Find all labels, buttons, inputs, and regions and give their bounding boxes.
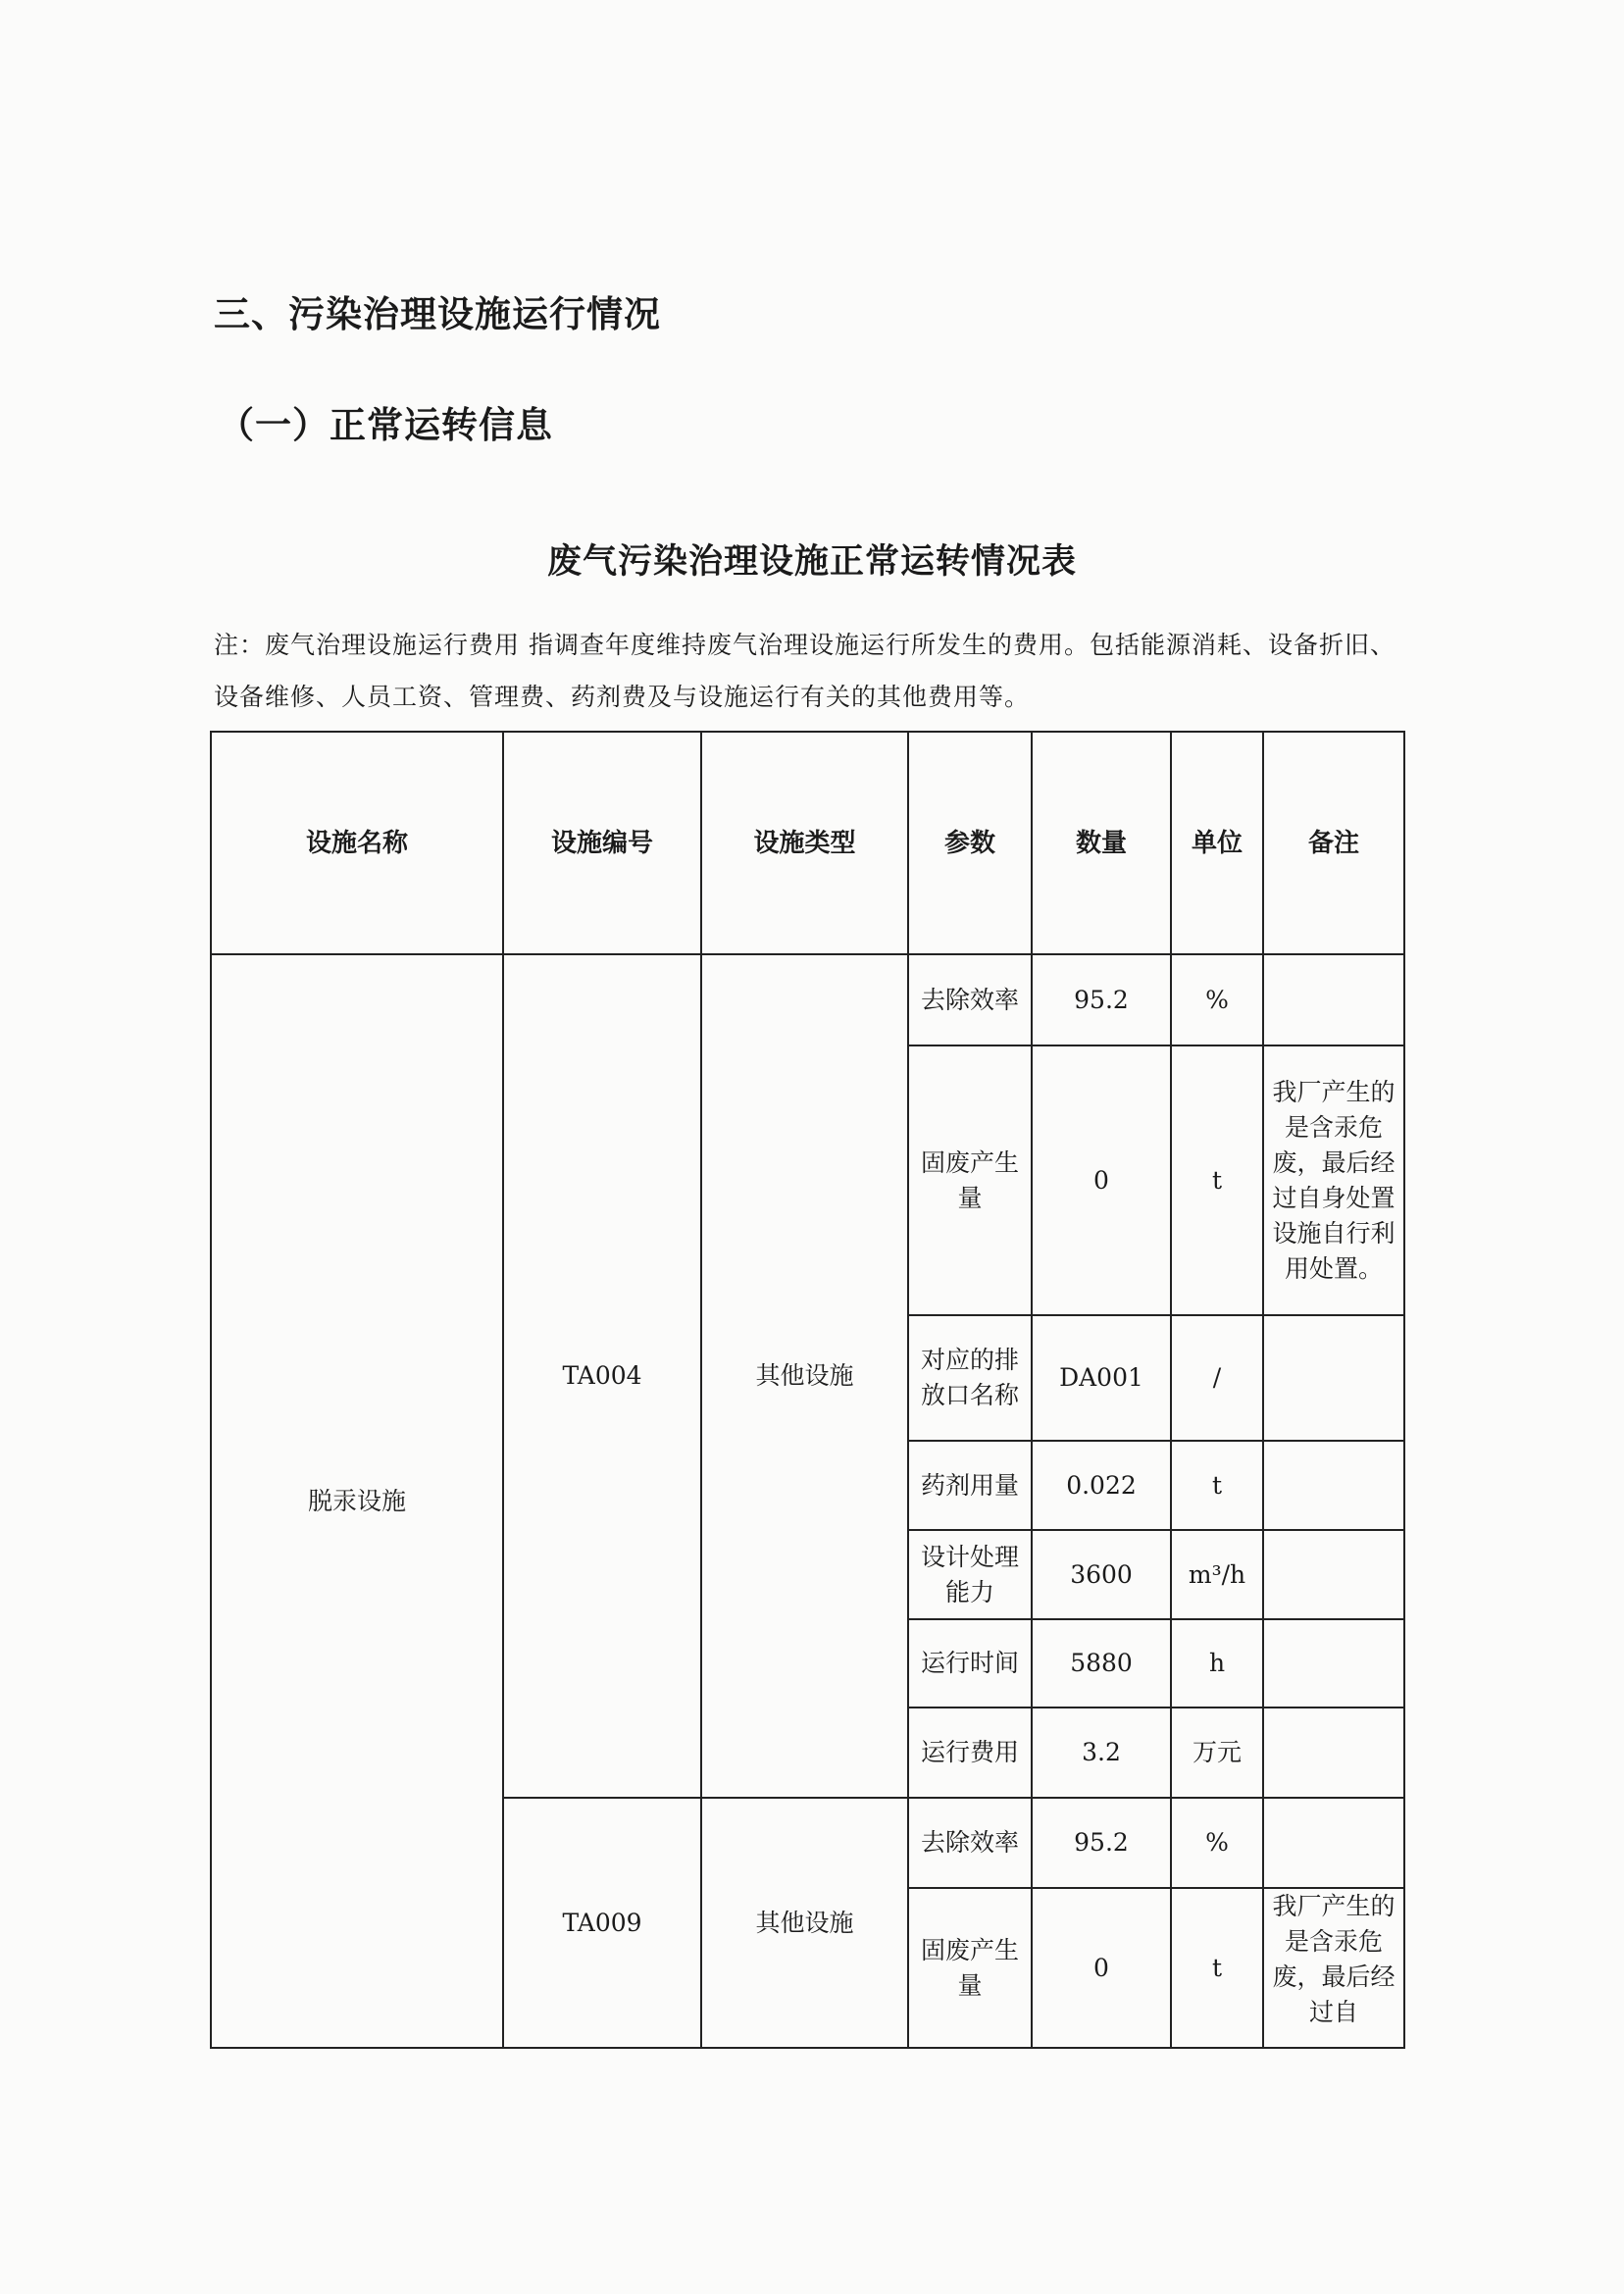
unit-cell: %	[1171, 1798, 1263, 1888]
col-header-unit: 单位	[1171, 732, 1263, 954]
qty-cell: 0.022	[1032, 1441, 1171, 1530]
unit-cell: t	[1171, 1045, 1263, 1315]
unit-cell: m³/h	[1171, 1530, 1263, 1619]
qty-cell: 95.2	[1032, 1798, 1171, 1888]
param-cell: 运行费用	[908, 1708, 1032, 1798]
unit-cell: h	[1171, 1619, 1263, 1708]
unit-cell: 万元	[1171, 1708, 1263, 1798]
param-cell: 去除效率	[908, 954, 1032, 1045]
col-header-remark: 备注	[1263, 732, 1404, 954]
unit-cell: t	[1171, 1888, 1263, 2048]
unit-cell: /	[1171, 1315, 1263, 1441]
param-cell: 固废产生量	[908, 1045, 1032, 1315]
param-cell: 去除效率	[908, 1798, 1032, 1888]
facility-type-cell: 其他设施	[701, 954, 908, 1798]
col-header-quantity: 数量	[1032, 732, 1171, 954]
facility-name-cell: 脱汞设施	[211, 954, 503, 2048]
param-cell: 设计处理能力	[908, 1530, 1032, 1619]
col-header-facility-id: 设施编号	[503, 732, 701, 954]
qty-cell: 3600	[1032, 1530, 1171, 1619]
subsection-title: （一）正常运转信息	[218, 404, 553, 446]
unit-cell: t	[1171, 1441, 1263, 1530]
param-cell: 药剂用量	[908, 1441, 1032, 1530]
remark-cell	[1263, 1530, 1404, 1619]
section-title: 三、污染治理设施运行情况	[214, 293, 661, 335]
table-row	[211, 954, 1404, 1045]
remark-cell	[1263, 1619, 1404, 1708]
remark-cell	[1263, 1708, 1404, 1798]
remark-cell: 我厂产生的是含汞危废，最后经过自身处置设施自行利用处置。	[1263, 1045, 1404, 1315]
qty-cell: 0	[1032, 1888, 1171, 2048]
facility-id-cell: TA009	[503, 1798, 701, 2048]
col-header-facility-name: 设施名称	[211, 732, 503, 954]
table-title: 废气污染治理设施正常运转情况表	[546, 542, 1077, 582]
remark-cell	[1263, 954, 1404, 1045]
param-cell: 运行时间	[908, 1619, 1032, 1708]
table-note: 注：废气治理设施运行费用 指调查年度维持废气治理设施运行所发生的费用。包括能源消耗、设备折旧、设备维修、人员工资、管理费、药剂费及与设施运行有关的其他费用等。	[214, 631, 1396, 711]
qty-cell: 95.2	[1032, 954, 1171, 1045]
qty-cell: DA001	[1032, 1315, 1171, 1441]
qty-cell: 0	[1032, 1045, 1171, 1315]
col-header-parameter: 参数	[908, 732, 1032, 954]
remark-cell: 我厂产生的是含汞危废，最后经过自	[1263, 1888, 1404, 2048]
col-header-facility-type: 设施类型	[701, 732, 908, 954]
param-cell: 对应的排放口名称	[908, 1315, 1032, 1441]
remark-cell	[1263, 1798, 1404, 1888]
remark-cell	[1263, 1315, 1404, 1441]
table-header-row	[211, 732, 1404, 954]
unit-cell: %	[1171, 954, 1263, 1045]
remark-cell	[1263, 1441, 1404, 1530]
param-cell: 固废产生量	[908, 1888, 1032, 2048]
facility-table	[210, 731, 1405, 2049]
qty-cell: 3.2	[1032, 1708, 1171, 1798]
facility-type-cell: 其他设施	[701, 1798, 908, 2048]
qty-cell: 5880	[1032, 1619, 1171, 1708]
facility-id-cell: TA004	[503, 954, 701, 1798]
